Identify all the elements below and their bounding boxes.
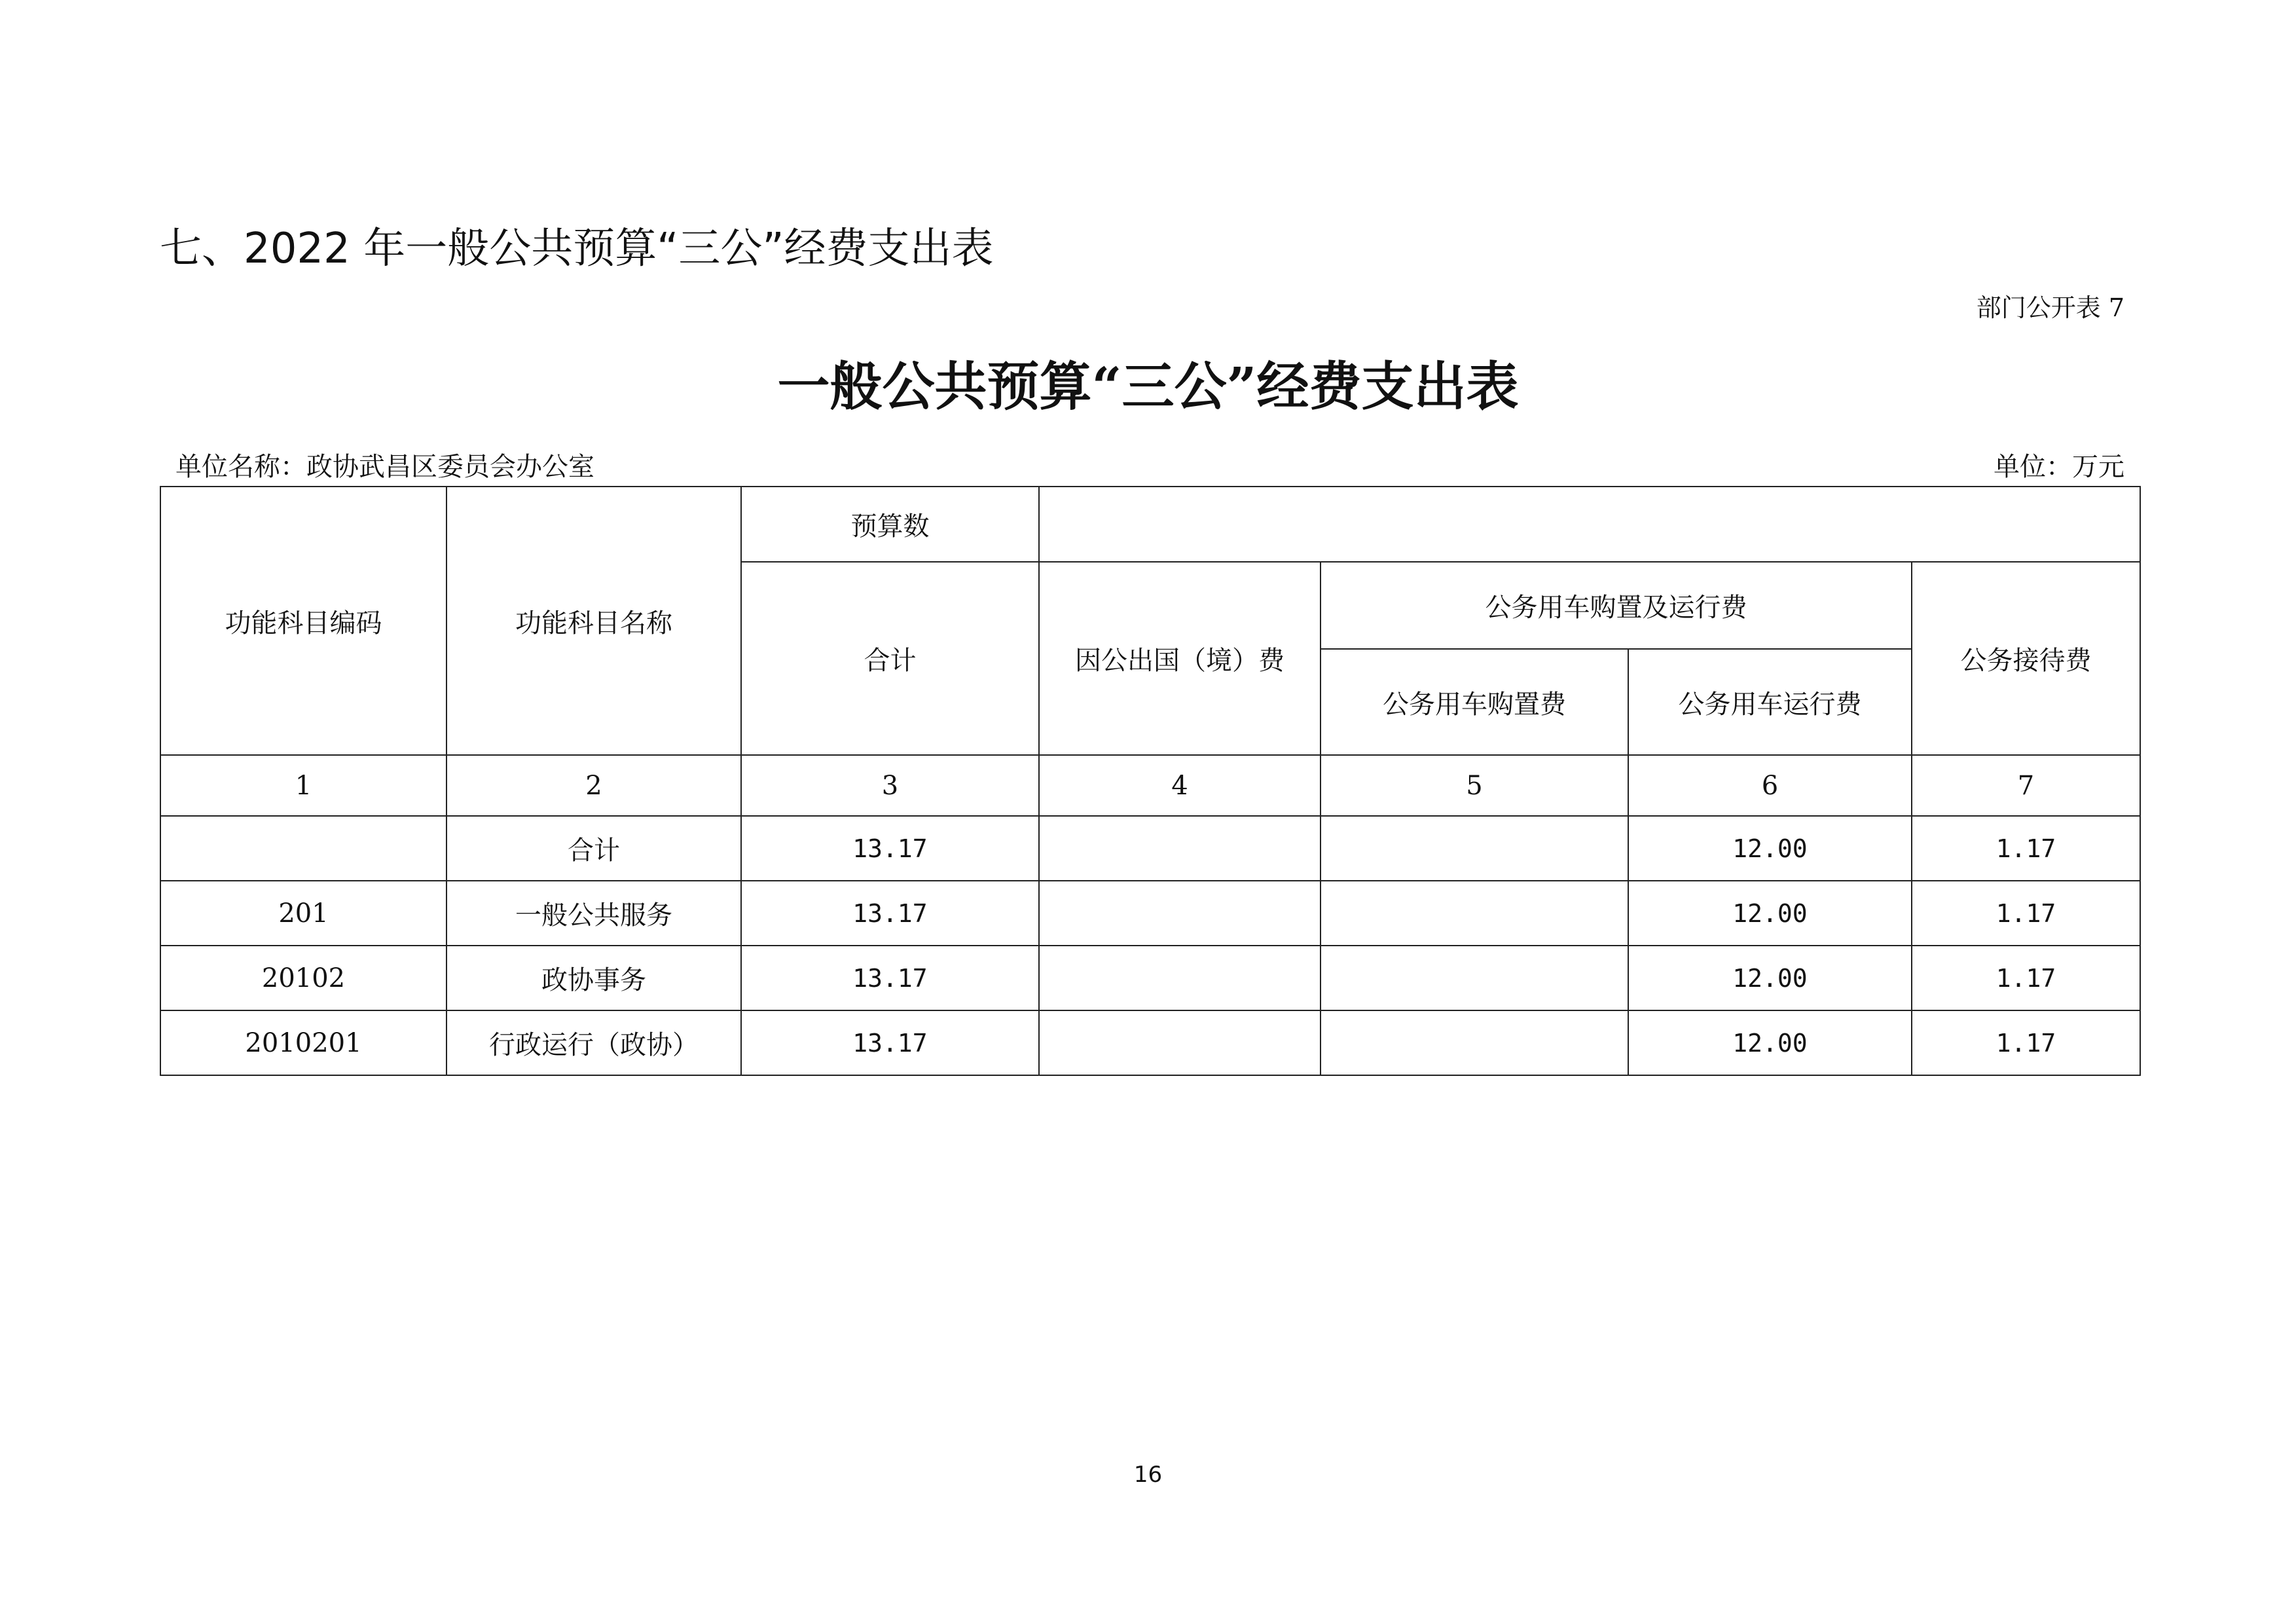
row-name: 政协事务 (446, 946, 741, 1010)
col-number: 7 (1912, 755, 2140, 816)
row-vehicle-purchase (1321, 946, 1628, 1010)
currency-unit: 单位：万元 (1994, 452, 2124, 482)
row-code (160, 816, 446, 881)
table-row (160, 881, 2140, 946)
table-title: 一般公共预算“三公”经费支出表 (777, 356, 1519, 417)
row-reception: 1.17 (1912, 816, 2140, 881)
row-total: 13.17 (741, 881, 1039, 946)
row-vehicle-operation: 12.00 (1628, 881, 1912, 946)
row-code: 2010201 (160, 1010, 446, 1075)
column-number-row (160, 755, 2140, 816)
col-number: 5 (1321, 755, 1628, 816)
table-row (160, 816, 2140, 881)
col-number: 3 (741, 755, 1039, 816)
header-code: 功能科目编码 (160, 487, 446, 755)
header-budget: 预算数 (741, 487, 1039, 562)
header-abroad: 因公出国（境）费 (1039, 562, 1321, 755)
unit-name: 单位名称：政协武昌区委员会办公室 (175, 452, 594, 482)
header-name: 功能科目名称 (446, 487, 741, 755)
budget-table (160, 486, 2141, 1076)
row-vehicle-purchase (1321, 816, 1628, 881)
table-number: 部门公开表 7 (1976, 293, 2124, 322)
row-total: 13.17 (741, 946, 1039, 1010)
header-reception: 公务接待费 (1912, 562, 2140, 755)
header-budget-span (1039, 487, 2140, 562)
row-total: 13.17 (741, 1010, 1039, 1075)
row-vehicle-purchase (1321, 1010, 1628, 1075)
row-reception: 1.17 (1912, 1010, 2140, 1075)
row-name: 合计 (446, 816, 741, 881)
row-vehicle-operation: 12.00 (1628, 816, 1912, 881)
row-abroad (1039, 816, 1321, 881)
col-number: 6 (1628, 755, 1912, 816)
header-vehicle-operation: 公务用车运行费 (1628, 649, 1912, 755)
row-abroad (1039, 881, 1321, 946)
row-vehicle-operation: 12.00 (1628, 946, 1912, 1010)
row-name: 行政运行（政协） (446, 1010, 741, 1075)
row-reception: 1.17 (1912, 881, 2140, 946)
col-number: 4 (1039, 755, 1321, 816)
row-reception: 1.17 (1912, 946, 2140, 1010)
header-vehicle-purchase: 公务用车购置费 (1321, 649, 1628, 755)
row-code: 201 (160, 881, 446, 946)
row-code: 20102 (160, 946, 446, 1010)
table-row (160, 946, 2140, 1010)
section-title: 七、2022 年一般公共预算“三公”经费支出表 (160, 225, 994, 273)
row-total: 13.17 (741, 816, 1039, 881)
row-abroad (1039, 946, 1321, 1010)
header-vehicle: 公务用车购置及运行费 (1321, 562, 1912, 649)
row-vehicle-purchase (1321, 881, 1628, 946)
col-number: 1 (160, 755, 446, 816)
page-number: 16 (1133, 1462, 1163, 1488)
table-row (160, 1010, 2140, 1075)
header-total: 合计 (741, 562, 1039, 755)
row-vehicle-operation: 12.00 (1628, 1010, 1912, 1075)
col-number: 2 (446, 755, 741, 816)
row-abroad (1039, 1010, 1321, 1075)
row-name: 一般公共服务 (446, 881, 741, 946)
